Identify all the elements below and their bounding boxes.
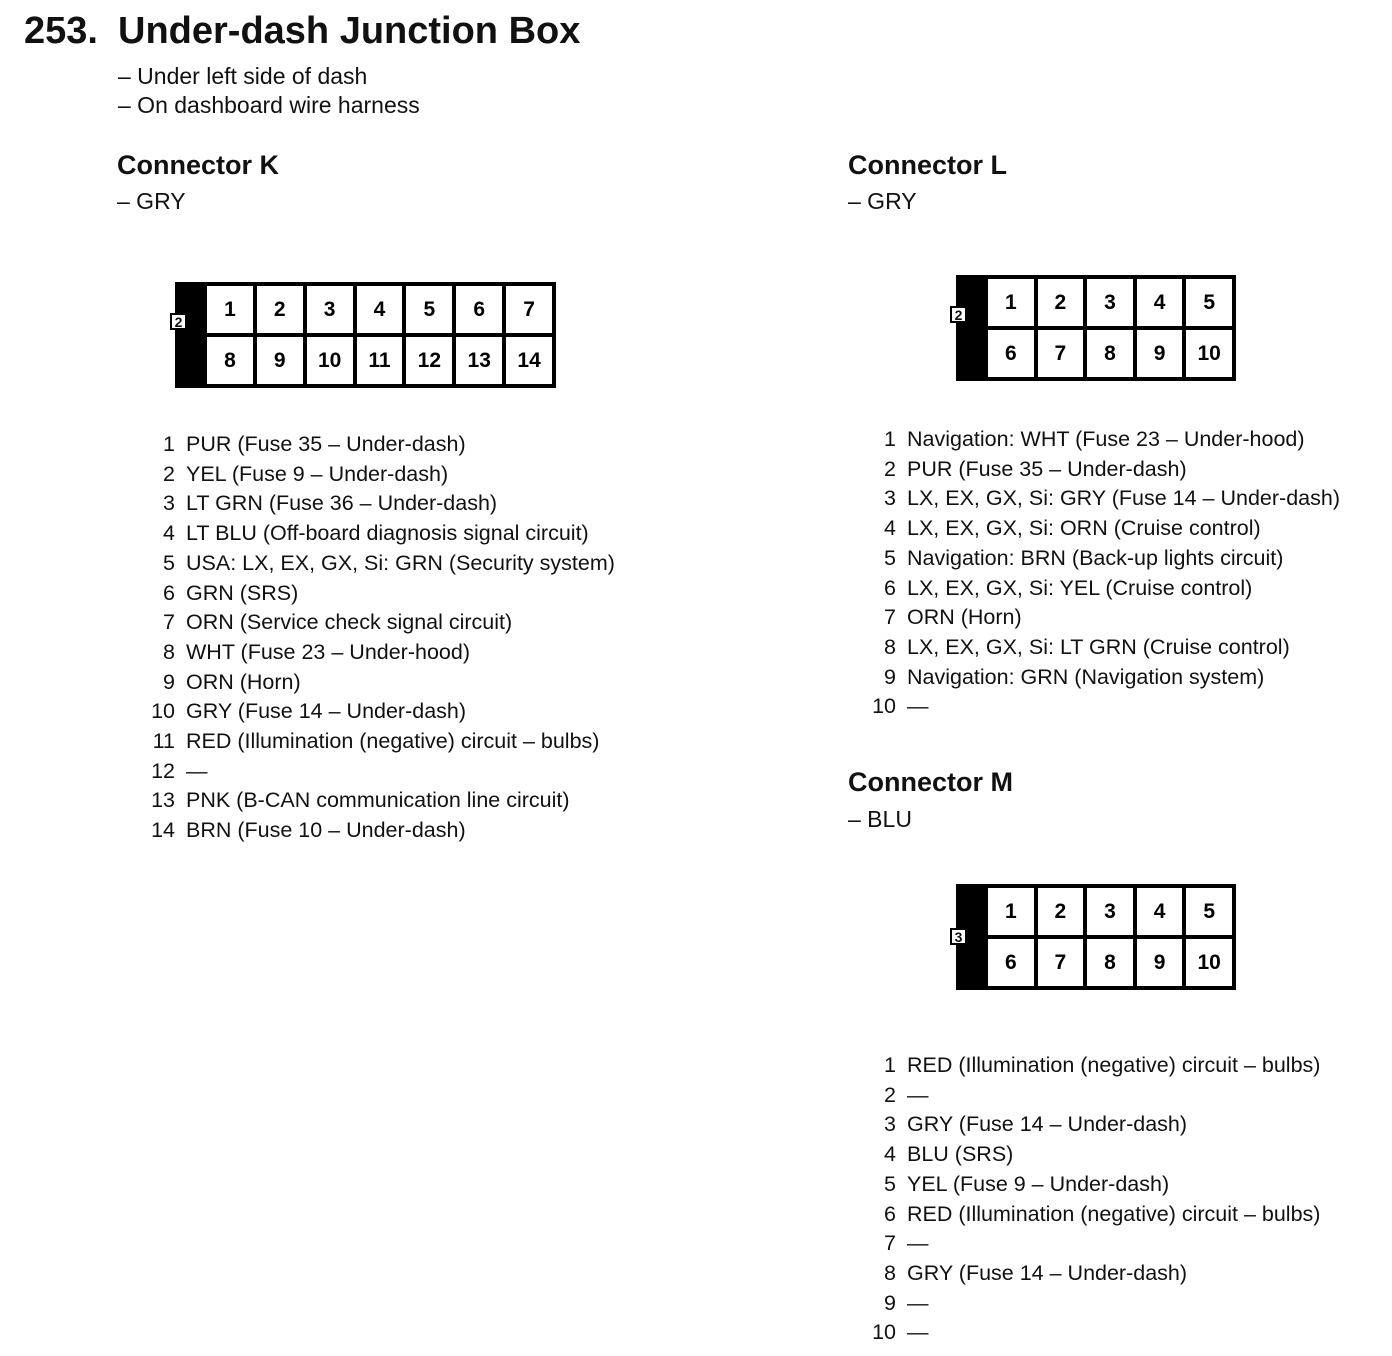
connector-k-pin-cell: 3 — [307, 286, 353, 333]
pin-number: 8 — [884, 1260, 896, 1285]
pin-description: BRN (Fuse 10 – Under-dash) — [186, 818, 466, 843]
connector-k-title: Connector K — [117, 150, 279, 180]
pin-number: 10 — [872, 694, 896, 719]
connector-k-key-band — [179, 286, 203, 384]
connector-k-pin-row — [151, 786, 615, 816]
pin-description: BLU (SRS) — [907, 1142, 1014, 1167]
pin-description: — — [907, 694, 929, 719]
connector-k-pin-row — [151, 668, 615, 698]
connector-l-pin-cell: 3 — [1087, 279, 1133, 326]
connector-l-pin-cell: 9 — [1137, 330, 1183, 377]
connector-m-pin-row — [872, 1259, 1320, 1289]
connector-k-pin-cell: 1 — [207, 286, 253, 333]
connector-k-pin-row — [151, 608, 615, 638]
connector-m-pin-row — [872, 1229, 1320, 1259]
connector-m-pin-cell: 3 — [1087, 888, 1133, 935]
pin-number: 4 — [163, 521, 175, 546]
connector-l-pin-row — [872, 425, 1340, 455]
connector-m-pin-cell: 4 — [1137, 888, 1183, 935]
pin-description: PUR (Fuse 35 – Under-dash) — [907, 456, 1187, 481]
connector-l-color: – GRY — [848, 188, 917, 214]
connector-l-pin-row — [872, 692, 1340, 722]
connector-m-pin-row — [872, 1051, 1320, 1081]
pin-description: ORN (Horn) — [186, 669, 301, 694]
connector-l-pin-row — [872, 544, 1340, 574]
connector-l-title: Connector L — [848, 150, 1007, 180]
connector-k-pin-cell: 2 — [257, 286, 303, 333]
pin-description: GRN (SRS) — [186, 580, 299, 605]
pin-number: 9 — [884, 1290, 896, 1315]
pin-number: 6 — [884, 1201, 896, 1226]
connector-k-pin-cell: 11 — [357, 337, 403, 384]
pin-number: 6 — [884, 575, 896, 600]
connector-l-key-band — [960, 279, 984, 377]
pin-number: 2 — [884, 1082, 896, 1107]
pin-description: — — [907, 1082, 929, 1107]
connector-l-pin-cell: 4 — [1137, 279, 1183, 326]
pin-number: 1 — [884, 427, 896, 451]
pin-description: YEL (Fuse 9 – Under-dash) — [907, 1171, 1170, 1196]
pin-description: Navigation: GRN (Navigation system) — [907, 664, 1265, 689]
pin-description: RED (Illumination (negative) circuit – bulbs) — [186, 729, 600, 754]
pin-number: 9 — [884, 664, 896, 689]
connector-k-pin-row — [151, 697, 615, 727]
pin-description: LX, EX, GX, Si: YEL (Cruise control) — [907, 575, 1253, 600]
connector-k-pin-row — [151, 757, 615, 787]
pin-description: WHT (Fuse 23 – Under-hood) — [186, 639, 470, 664]
pin-number: 2 — [163, 461, 175, 486]
pin-number: 10 — [872, 1320, 896, 1345]
pin-description: LT BLU (Off-board diagnosis signal circuit) — [186, 521, 589, 546]
connector-l-pin-row — [872, 663, 1340, 693]
connector-k-pin-cell: 5 — [406, 286, 452, 333]
pin-number: 1 — [884, 1053, 896, 1077]
connector-m-pin-cell: 8 — [1087, 939, 1133, 986]
pin-number: 5 — [884, 545, 896, 570]
connector-l-pin-row — [872, 603, 1340, 633]
pin-description: ORN (Horn) — [907, 605, 1022, 630]
pin-description: — — [186, 758, 208, 783]
location-line-2: – On dashboard wire harness — [118, 92, 420, 118]
pin-description: — — [907, 1290, 929, 1315]
connector-l-pin-row — [872, 455, 1340, 485]
connector-k-pin-row — [151, 816, 615, 846]
connector-k-pin-cell: 10 — [307, 337, 353, 384]
pin-description: GRY (Fuse 14 – Under-dash) — [907, 1260, 1188, 1285]
pin-description: LX, EX, GX, Si: GRY (Fuse 14 – Under-dash) — [907, 486, 1340, 511]
pin-number: 7 — [884, 605, 896, 630]
connector-k-pin-row — [151, 549, 615, 579]
connector-l-pin-list — [872, 425, 1340, 722]
connector-l-pin-row — [872, 484, 1340, 514]
connector-k-pin-row — [151, 638, 615, 668]
connector-m-diagram — [956, 884, 1236, 990]
connector-k-pin-cell: 12 — [406, 337, 452, 384]
connector-l-pin-row — [872, 574, 1340, 604]
connector-m-pin-cell: 7 — [1038, 939, 1084, 986]
connector-k-pin-row — [151, 489, 615, 519]
connector-k-pin-list — [151, 430, 615, 846]
pin-description: GRY (Fuse 14 – Under-dash) — [907, 1112, 1188, 1137]
pin-number: 1 — [163, 432, 175, 456]
connector-l-pin-cell: 2 — [1038, 279, 1084, 326]
connector-k-pin-row — [151, 460, 615, 490]
section-number: 253. — [24, 10, 98, 52]
pin-number: 4 — [884, 516, 896, 541]
connector-m-pin-cell: 5 — [1186, 888, 1232, 935]
connector-k-pin-cell: 14 — [506, 337, 552, 384]
connector-l-key-tag: 2 — [950, 306, 967, 323]
connector-m-title: Connector M — [848, 767, 1013, 797]
location-line-1: – Under left side of dash — [118, 63, 368, 89]
connector-m-pin-row — [872, 1081, 1320, 1111]
connector-k-color: – GRY — [117, 188, 186, 214]
connector-m-pin-cell: 2 — [1038, 888, 1084, 935]
connector-k-pin-cell: 9 — [257, 337, 303, 384]
pin-description: YEL (Fuse 9 – Under-dash) — [186, 461, 449, 486]
connector-l-pin-cell: 1 — [988, 279, 1034, 326]
connector-m-color: – BLU — [848, 806, 912, 832]
connector-l-pin-cell: 10 — [1186, 330, 1232, 377]
connector-k-pin-cell: 4 — [357, 286, 403, 333]
pin-description: LX, EX, GX, Si: ORN (Cruise control) — [907, 516, 1261, 541]
connector-k-pin-row — [151, 727, 615, 757]
connector-m-pin-cell: 9 — [1137, 939, 1183, 986]
pin-number: 8 — [163, 639, 175, 664]
connector-l-pin-row — [872, 633, 1340, 663]
pin-description: RED (Illumination (negative) circuit – bulbs) — [907, 1201, 1321, 1226]
pin-description: ORN (Service check signal circuit) — [186, 610, 513, 635]
pin-number: 13 — [151, 788, 175, 813]
pin-number: 5 — [884, 1171, 896, 1196]
connector-l-pin-cell: 5 — [1186, 279, 1232, 326]
connector-k-pin-cell: 7 — [506, 286, 552, 333]
pin-description: USA: LX, EX, GX, Si: GRN (Security system) — [186, 550, 615, 575]
connector-l-pin-cell: 6 — [988, 330, 1034, 377]
pin-number: 11 — [152, 729, 175, 754]
pin-number: 10 — [151, 699, 175, 724]
pin-description: PUR (Fuse 35 – Under-dash) — [186, 432, 466, 456]
pin-description: PNK (B-CAN communication line circuit) — [186, 788, 570, 813]
connector-m-pin-list — [872, 1051, 1320, 1348]
pin-number: 2 — [884, 456, 896, 481]
connector-k-pin-cell: 13 — [456, 337, 502, 384]
pin-number: 3 — [163, 491, 175, 516]
pin-number: 9 — [163, 669, 175, 694]
pin-number: 7 — [163, 610, 175, 635]
pin-number: 3 — [884, 486, 896, 511]
connector-m-pin-row — [872, 1110, 1320, 1140]
connector-k-pin-row — [151, 579, 615, 609]
pin-description: RED (Illumination (negative) circuit – bulbs) — [907, 1053, 1321, 1077]
connector-m-pin-row — [872, 1140, 1320, 1170]
connector-m-pin-row — [872, 1289, 1320, 1319]
connector-m-pin-cell: 10 — [1186, 939, 1232, 986]
connector-k-pin-row — [151, 430, 615, 460]
pin-number: 7 — [884, 1231, 896, 1256]
pin-description: Navigation: BRN (Back-up lights circuit) — [907, 545, 1284, 570]
pin-number: 3 — [884, 1112, 896, 1137]
pin-number: 12 — [151, 758, 175, 783]
pin-description: — — [907, 1320, 929, 1345]
pin-number: 6 — [163, 580, 175, 605]
connector-k-pin-cell: 6 — [456, 286, 502, 333]
connector-k-pin-cell: 8 — [207, 337, 253, 384]
connector-m-key-tag: 3 — [950, 928, 967, 945]
connector-l-diagram — [956, 275, 1236, 381]
pin-number: 4 — [884, 1142, 896, 1167]
connector-m-pin-row — [872, 1318, 1320, 1348]
pin-number: 8 — [884, 634, 896, 659]
page-title — [24, 10, 580, 53]
pin-description: LT GRN (Fuse 36 – Under-dash) — [186, 491, 498, 516]
pin-description: LX, EX, GX, Si: LT GRN (Cruise control) — [907, 634, 1290, 659]
connector-k-pin-row — [151, 519, 615, 549]
pin-number: 14 — [151, 818, 175, 843]
connector-m-pin-row — [872, 1200, 1320, 1230]
connector-m-pin-cell: 1 — [988, 888, 1034, 935]
pin-number: 5 — [163, 550, 175, 575]
connector-k-diagram — [175, 282, 556, 388]
connector-k-key-tag: 2 — [170, 313, 187, 330]
pin-description: GRY (Fuse 14 – Under-dash) — [186, 699, 467, 724]
connector-m-pin-row — [872, 1170, 1320, 1200]
connector-l-pin-cell: 8 — [1087, 330, 1133, 377]
connector-l-pin-cell: 7 — [1038, 330, 1084, 377]
section-title: Under-dash Junction Box — [118, 10, 581, 52]
connector-l-pin-row — [872, 514, 1340, 544]
pin-description: — — [907, 1231, 929, 1256]
connector-m-pin-cell: 6 — [988, 939, 1034, 986]
pin-description: Navigation: WHT (Fuse 23 – Under-hood) — [907, 427, 1305, 451]
